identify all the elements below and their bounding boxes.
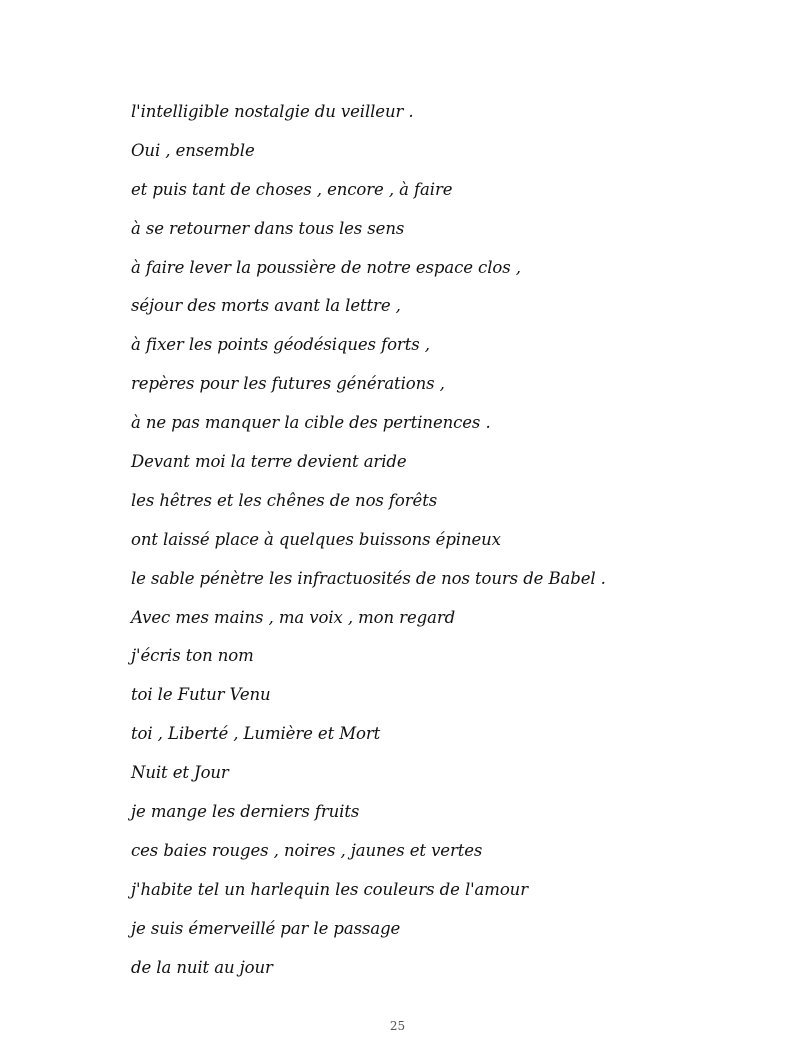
poem-line: séjour des morts avant la lettre , [131,296,401,316]
poem-line: toi , Liberté , Lumière et Mort [131,724,381,744]
poem-line: je mange les derniers fruits [131,802,360,822]
poem-line: ces baies rouges , noires , jaunes et vertes [131,840,483,860]
poem-line: Devant moi la terre devient aride [131,452,407,472]
poem-line: à fixer les points géodésiques forts , [131,335,430,355]
poem-text [131,99,606,993]
poem-line: Oui , ensemble [131,140,255,160]
poem-line: repères pour les futures générations , [131,374,445,394]
poem-line: et puis tant de choses , encore , à faire [131,179,453,199]
poem-line: l'intelligible nostalgie du veilleur . [131,102,414,121]
poem-line: le sable pénètre les infractuosités de nos tours de Babel . [131,568,606,588]
poem-line: à se retourner dans tous les sens [131,218,405,238]
poem-line: toi le Futur Venu [131,685,271,705]
poem-line: à ne pas manquer la cible des pertinences . [131,413,491,433]
poem-line: Avec mes mains , ma voix , mon regard [131,607,456,627]
poem-line: j'écris ton nom [131,646,254,666]
page-number: 25 [389,1019,406,1033]
poem-line: à faire lever la poussière de notre espace clos , [131,257,521,277]
poem-line: je suis émerveillé par le passage [131,918,401,938]
poem-line: j'habite tel un harlequin les couleurs de l'amour [131,879,528,899]
poem-line: de la nuit au jour [131,957,273,977]
poem-line: ont laissé place à quelques buissons épineux [131,529,501,549]
poem-line: les hêtres et les chênes de nos forêts [131,490,438,510]
poem-line: Nuit et Jour [131,763,229,783]
